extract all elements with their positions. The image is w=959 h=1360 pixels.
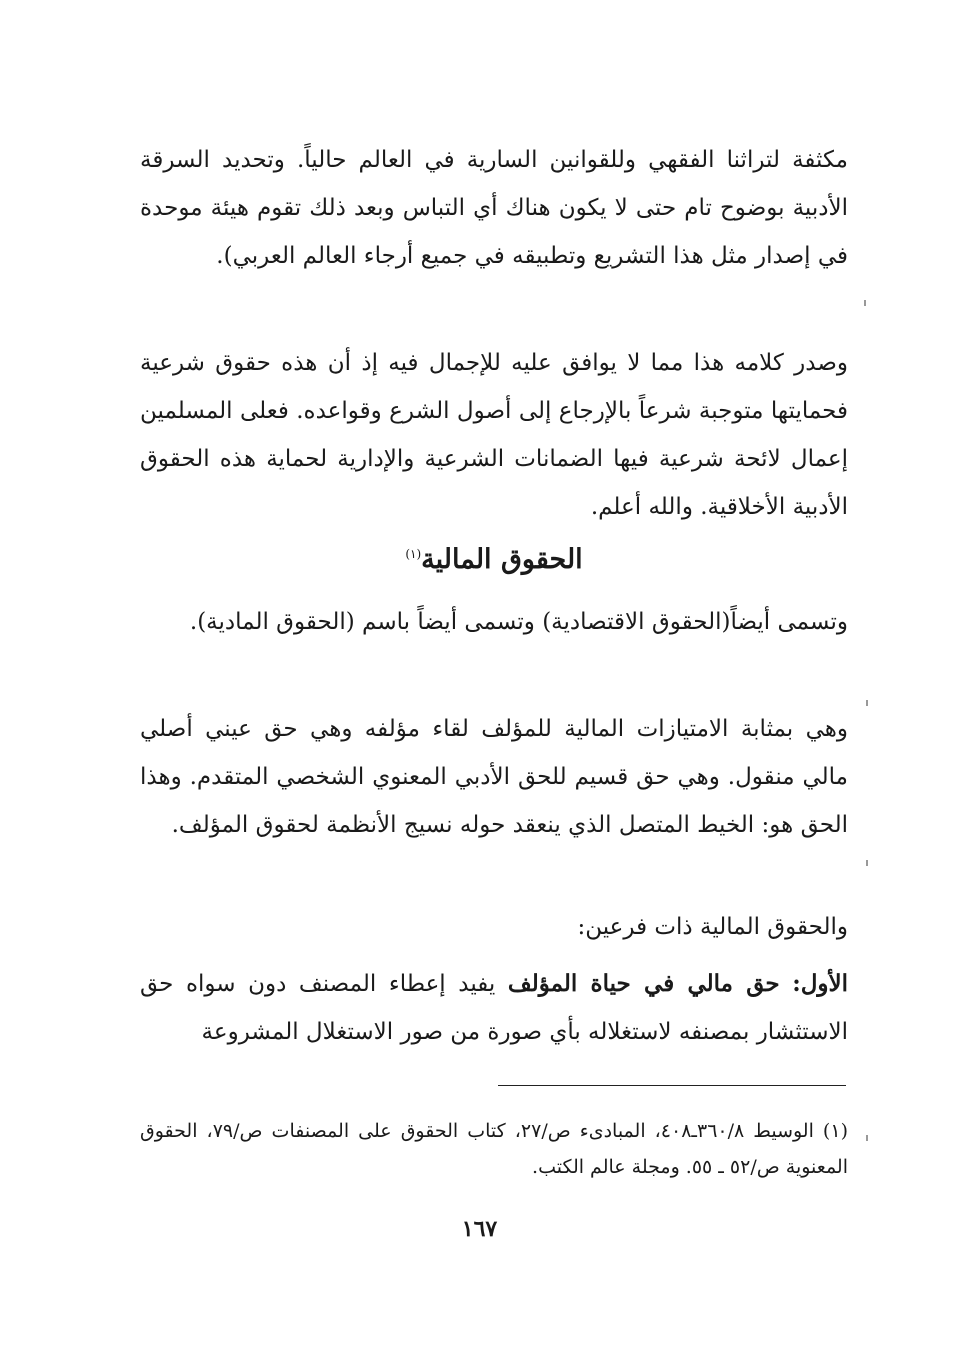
paragraph-6-bold-phrase: حق مالي في حياة المؤلف: [507, 970, 780, 997]
paragraph-5: والحقوق المالية ذات فرعين:: [577, 914, 848, 940]
section-heading: [140, 530, 848, 584]
scan-speck: [864, 300, 866, 306]
paragraph-2: وصدر كلامه هذا مما لا يوافق عليه للإجمال فيه إذ أن هذه حقوق شرعية فحمايتها متوجبة شرعاً بالإرجاع إلى أصول الشرع وقواعده. فعلى المسلمين إعمال لائحة شرعية فيها الضمانات الشرعية والإدارية لحماية هذه الحقوق الأدبية الأخلاقية. والله أعلم.: [140, 350, 848, 520]
paragraph-3: وتسمى أيضاً(الحقوق الاقتصادية) وتسمى أيضاً باسم (الحقوق المادية).: [189, 609, 848, 635]
scan-speck: [866, 1135, 868, 1141]
section-heading-title: الحقوق المالية: [421, 544, 583, 575]
paragraph-4: وهي بمثابة الامتيازات المالية للمؤلف لقاء مؤلفه وهي حق عيني أصلي مالي منقول. وهي حق قسيم للحق الأدبي المعنوي الشخصي المتقدم. وهذا الحق هو: الخيط المتصل الذي ينعقد حوله نسيج الأنظمة لحقوق المؤلف.: [140, 716, 848, 838]
scan-speck: [866, 860, 868, 866]
paragraph-6-rest: يفيد إعطاء المصنف دون سواه حق الاستثشار بمصنفه لاستغلاله بأي صورة من صور الاستغلال المشروعة: [140, 971, 848, 1045]
footnote: (١) الوسيط ٣٦٠/٨ـ٤٠٨، المبادىء ص/٢٧، كتاب الحقوق على المصنفات ص/٧٩، الحقوق المعنوية ص/٥٢ ـ ٥٥. ومجلة عالم الكتب.: [140, 1120, 848, 1178]
paragraph-6-lead: الأول:: [792, 970, 849, 997]
paragraph-1: مكثفة لتراثنا الفقهي وللقوانين السارية في العالم حالياً. وتحديد السرقة الأدبية بوضوح تام حتى لا يكون هناك أي التباس وبعد ذلك تقوم هيئة موحدة في إصدار مثل هذا التشريع وتطبيقه في جميع أرجاء العالم العربي).: [140, 147, 848, 269]
footnote-separator: [498, 1085, 846, 1086]
page-number: ١٦٧: [461, 1216, 498, 1242]
footnote-marker: (١): [405, 547, 422, 561]
paragraph-6: [140, 960, 848, 1056]
scan-speck: [866, 700, 868, 706]
